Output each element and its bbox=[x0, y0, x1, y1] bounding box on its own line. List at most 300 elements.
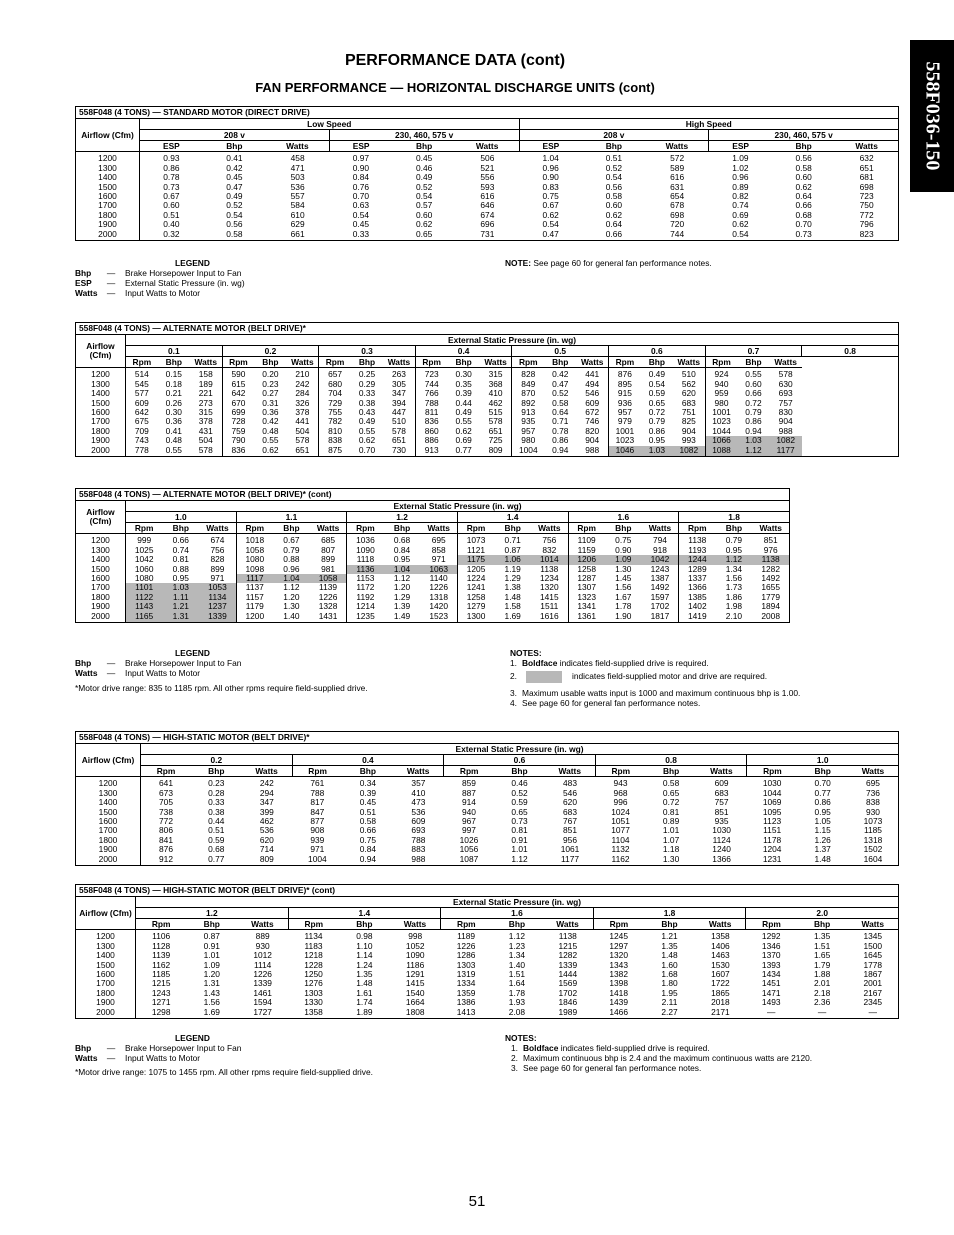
table-caption: 558F048 (4 TONS) — ALTERNATE MOTOR (BELT DRIVE)* bbox=[76, 323, 899, 335]
table-cell: 1.06 bbox=[494, 555, 531, 564]
table-cell: 838 bbox=[319, 436, 351, 445]
table-cell: 0.91 bbox=[511, 834, 528, 845]
table-cell: 1.56 bbox=[615, 582, 632, 593]
table-cell: 1012 bbox=[253, 950, 272, 961]
table-cell: 2.18 bbox=[813, 987, 831, 998]
esp-value-header: 1.2 bbox=[347, 512, 458, 523]
table-cell: 1234 bbox=[539, 573, 559, 584]
table-cell: 616 bbox=[670, 172, 685, 183]
table-cell: — bbox=[868, 1006, 877, 1017]
table-cell: 1463 bbox=[711, 950, 730, 961]
table-cell: 1.04 bbox=[273, 574, 310, 583]
table-cell: 0.18 bbox=[165, 378, 182, 389]
table-cell: 788 bbox=[310, 787, 325, 798]
table-cell: 0.52 bbox=[511, 787, 528, 798]
table-cell: 609 bbox=[714, 778, 729, 789]
table-cell: 1215 bbox=[558, 940, 578, 951]
table-cell: 1471 bbox=[761, 987, 781, 998]
table-cell: 915 bbox=[609, 389, 641, 398]
table-cell: 806 bbox=[159, 825, 173, 836]
table-cell: 0.86 bbox=[648, 425, 665, 436]
table-cell: 0.45 bbox=[415, 153, 433, 164]
table-cell: 0.45 bbox=[359, 797, 377, 808]
airflow-header: Airflow (Cfm) bbox=[76, 501, 126, 534]
table-cell: 957 bbox=[609, 408, 641, 417]
table-row bbox=[76, 998, 899, 1007]
table-cell: 1319 bbox=[456, 969, 476, 980]
table-cell: 1101 bbox=[126, 583, 163, 592]
airflow-cell: 1800 bbox=[76, 211, 140, 220]
table-cell: 1001 bbox=[705, 408, 737, 417]
column-header: Rpm bbox=[415, 357, 447, 368]
table-cell: 1.12 bbox=[511, 853, 528, 864]
table-cell: 657 bbox=[319, 368, 351, 380]
table-cell: 0.66 bbox=[605, 228, 623, 239]
table-cell: 699 bbox=[222, 408, 254, 417]
table-cell: 1282 bbox=[761, 563, 780, 574]
column-header: Rpm bbox=[141, 766, 192, 777]
table-cell: 1118 bbox=[347, 555, 384, 564]
table-cell: 315 bbox=[488, 369, 503, 380]
esp-header: External Static Pressure (in. wg) bbox=[126, 501, 790, 512]
table-cell: 680 bbox=[319, 380, 351, 389]
esp-value-header: 1.6 bbox=[441, 908, 594, 919]
table-cell: 836 bbox=[222, 446, 254, 457]
table-cell: 788 bbox=[411, 834, 426, 845]
table-cell: 0.76 bbox=[352, 181, 370, 192]
table-cell: 1289 bbox=[679, 565, 716, 574]
column-header: Bhp bbox=[582, 141, 645, 152]
column-header: Watts bbox=[266, 141, 329, 152]
table-cell: 757 bbox=[778, 397, 793, 408]
table-cell: 1655 bbox=[761, 582, 780, 593]
airflow-cell: 1500 bbox=[76, 565, 126, 574]
table-cell: 546 bbox=[585, 388, 600, 399]
table-cell: 1258 bbox=[457, 593, 494, 602]
table-cell: 809 bbox=[488, 444, 503, 455]
table-cell: 1200 bbox=[236, 612, 273, 623]
table-cell: 1162 bbox=[152, 959, 171, 970]
column-header: ESP bbox=[709, 141, 772, 152]
column-header: Watts bbox=[542, 919, 593, 930]
table-cell: 0.77 bbox=[208, 853, 225, 864]
table-cell: 876 bbox=[159, 844, 173, 855]
column-header: Bhp bbox=[641, 357, 673, 368]
table-cell: 651 bbox=[859, 162, 874, 173]
table-cell: 0.70 bbox=[795, 219, 812, 230]
esp-value-header: 1.0 bbox=[747, 755, 899, 766]
table-cell: 0.71 bbox=[552, 416, 569, 427]
table-cell: 1419 bbox=[679, 612, 716, 623]
table-cell: 993 bbox=[681, 435, 696, 446]
table-cell: 1645 bbox=[863, 950, 883, 961]
column-header: Rpm bbox=[236, 523, 273, 534]
table-cell: 0.98 bbox=[356, 931, 373, 942]
table-cell: 0.48 bbox=[165, 435, 182, 446]
table-cell: 939 bbox=[310, 834, 325, 845]
table-cell: 589 bbox=[670, 162, 685, 173]
table-cell: 1117 bbox=[236, 574, 273, 583]
table-cell: 1386 bbox=[456, 997, 476, 1008]
column-header: Bhp bbox=[273, 523, 310, 534]
table-cell: 1132 bbox=[611, 844, 630, 855]
table-cell: 757 bbox=[714, 797, 729, 808]
table-cell: 0.57 bbox=[415, 200, 433, 211]
table-cell: 556 bbox=[480, 172, 495, 183]
esp-value-header: 0.5 bbox=[512, 346, 609, 357]
table-cell: 1.58 bbox=[504, 601, 521, 612]
table-cell: 1.34 bbox=[508, 950, 526, 961]
table-cell: 590 bbox=[222, 368, 254, 380]
table-cell: 809 bbox=[259, 853, 274, 864]
table-cell: 892 bbox=[512, 399, 544, 408]
table-cell: 1286 bbox=[456, 950, 476, 961]
table-cell: 1.26 bbox=[814, 834, 831, 845]
airflow-cell: 1300 bbox=[76, 942, 136, 951]
table-cell: 0.62 bbox=[262, 444, 279, 455]
column-header: Bhp bbox=[644, 919, 695, 930]
table-cell: 913 bbox=[415, 446, 447, 457]
table-row bbox=[76, 1008, 899, 1019]
table-cell: 1406 bbox=[711, 940, 730, 951]
table-cell: 1204 bbox=[762, 844, 782, 855]
table-cell: 242 bbox=[295, 378, 310, 389]
table-cell: 1237 bbox=[199, 602, 236, 611]
table-cell: 756 bbox=[210, 544, 225, 555]
table-cell: 0.49 bbox=[415, 172, 433, 183]
table-cell: 1077 bbox=[611, 825, 630, 836]
table-cell: 0.54 bbox=[648, 378, 665, 389]
table-cell: 483 bbox=[563, 778, 577, 789]
table-cell: 1366 bbox=[679, 583, 716, 592]
table-cell: 0.46 bbox=[511, 778, 528, 789]
column-header: Rpm bbox=[126, 523, 163, 534]
table-cell: 756 bbox=[542, 535, 557, 546]
column-header: Watts bbox=[848, 766, 899, 777]
table-cell: 1393 bbox=[761, 959, 781, 970]
table-cell: 904 bbox=[681, 425, 696, 436]
table-cell: 1104 bbox=[611, 834, 630, 845]
table-cell: 709 bbox=[134, 425, 149, 436]
table-cell: 1.10 bbox=[356, 940, 373, 951]
table-cell: 506 bbox=[480, 153, 495, 164]
table-cell: 870 bbox=[512, 389, 544, 398]
table-cell: 1444 bbox=[558, 969, 578, 980]
table-cell: 1018 bbox=[236, 534, 273, 546]
column-header: Bhp bbox=[186, 919, 237, 930]
table-cell: 1056 bbox=[459, 844, 479, 855]
table-cell: 899 bbox=[210, 563, 225, 574]
table-cell: 1088 bbox=[705, 446, 737, 457]
table-cell: 0.77 bbox=[455, 444, 472, 455]
table-cell: 1.30 bbox=[662, 853, 680, 864]
table-cell: 0.67 bbox=[283, 535, 300, 546]
airflow-cell: 1500 bbox=[76, 183, 140, 192]
table-cell: 0.95 bbox=[648, 435, 665, 446]
table-cell: 998 bbox=[408, 931, 423, 942]
table-cell: 730 bbox=[391, 444, 406, 455]
column-header: Bhp bbox=[646, 766, 697, 777]
table-cell: 979 bbox=[609, 417, 641, 426]
table-cell: 849 bbox=[512, 380, 544, 389]
table-cell: 811 bbox=[415, 408, 447, 417]
table-cell: 273 bbox=[198, 397, 213, 408]
esp-value-header: 1.4 bbox=[457, 512, 568, 523]
table-cell: 971 bbox=[210, 573, 225, 584]
airflow-cell: 1600 bbox=[76, 817, 141, 826]
voltage-header: 208 v bbox=[519, 130, 709, 141]
table-cell: 817 bbox=[310, 797, 325, 808]
table-cell: 1.79 bbox=[813, 959, 831, 970]
table-cell: 410 bbox=[411, 787, 426, 798]
table-cell: 956 bbox=[563, 834, 577, 845]
column-header: Rpm bbox=[609, 357, 641, 368]
table-cell: 2345 bbox=[863, 997, 883, 1008]
table-cell: 1206 bbox=[568, 555, 605, 564]
table-cell: 1569 bbox=[558, 978, 578, 989]
table-cell: 1702 bbox=[650, 601, 670, 612]
table-cell: 1177 bbox=[770, 446, 802, 457]
table-cell: 0.47 bbox=[226, 181, 243, 192]
table-cell: 0.86 bbox=[814, 797, 831, 808]
column-header: Bhp bbox=[448, 357, 480, 368]
table-cell: 1183 bbox=[304, 940, 323, 951]
table-cell: 0.89 bbox=[662, 816, 680, 827]
table-cell: 368 bbox=[488, 378, 503, 389]
table-cell: 1607 bbox=[711, 969, 730, 980]
table-cell: 1.12 bbox=[393, 573, 411, 584]
table-cell: 1867 bbox=[863, 969, 883, 980]
table-cell: 0.32 bbox=[163, 228, 180, 239]
table-cell: 1318 bbox=[429, 591, 448, 602]
table-cell: 0.90 bbox=[542, 172, 559, 183]
table-cell: 675 bbox=[134, 416, 149, 427]
table-cell: 0.95 bbox=[725, 544, 743, 555]
notes-3: NOTES: 1. Boldface indicates field-supplied drive is required. 2. Maximum continuous bhp is 2.4 and the maximum continuous watts are 2120. 3. See page 60 for general fan performance notes. bbox=[505, 1033, 813, 1073]
table-cell: 2.10 bbox=[725, 610, 743, 621]
table-cell: 0.54 bbox=[542, 219, 559, 230]
table-cell: 1138 bbox=[558, 931, 577, 942]
table-cell: 2171 bbox=[711, 1006, 730, 1017]
table-cell: 536 bbox=[411, 806, 426, 817]
table-cell: 0.31 bbox=[262, 397, 279, 408]
table-cell: 1153 bbox=[347, 574, 384, 583]
section-side-tab: 558F036-150 bbox=[910, 40, 954, 192]
column-header: Rpm bbox=[705, 357, 737, 368]
table-cell: 1.01 bbox=[511, 844, 528, 855]
table-cell: 1298 bbox=[151, 1006, 171, 1017]
table-cell: 1.21 bbox=[162, 602, 199, 611]
table-cell: 1192 bbox=[347, 593, 384, 602]
table-cell: 0.51 bbox=[208, 825, 225, 836]
table-cell: 731 bbox=[480, 228, 495, 239]
table-cell: 1.07 bbox=[662, 834, 680, 845]
esp-value-header: 1.0 bbox=[126, 512, 237, 523]
table-cell: 823 bbox=[859, 228, 874, 239]
table-cell: 1594 bbox=[253, 997, 272, 1008]
table-cell: 0.73 bbox=[795, 228, 812, 239]
table-cell: 1036 bbox=[347, 534, 384, 546]
table-cell: 0.69 bbox=[455, 435, 472, 446]
table-cell: 1159 bbox=[568, 546, 605, 555]
table-cell: 1323 bbox=[568, 593, 605, 602]
table-cell: 0.21 bbox=[165, 388, 182, 399]
table-cell: 315 bbox=[198, 407, 213, 418]
table-cell: 681 bbox=[859, 172, 874, 183]
esp-header: External Static Pressure (in. wg) bbox=[126, 335, 899, 346]
table-cell: 1179 bbox=[236, 602, 273, 611]
table-cell: 886 bbox=[415, 436, 447, 445]
table-cell: 0.46 bbox=[415, 162, 433, 173]
column-header: Rpm bbox=[288, 919, 339, 930]
table-cell: 1.18 bbox=[662, 844, 680, 855]
table-cell: 940 bbox=[705, 380, 737, 389]
table-cell: 471 bbox=[290, 162, 305, 173]
table-cell: 2.01 bbox=[813, 978, 831, 989]
column-header: Watts bbox=[287, 357, 319, 368]
table-cell: 620 bbox=[259, 834, 274, 845]
table-cell: 673 bbox=[159, 787, 173, 798]
table-cell: 723 bbox=[415, 368, 447, 380]
table-cell: 0.60 bbox=[415, 209, 433, 220]
airflow-cell: 2000 bbox=[76, 612, 126, 623]
esp-value-header: 1.1 bbox=[236, 512, 347, 523]
table-cell: 0.33 bbox=[208, 797, 225, 808]
table-cell: 996 bbox=[613, 797, 628, 808]
airflow-cell: 1700 bbox=[76, 583, 126, 592]
voltage-header: 230, 460, 575 v bbox=[709, 130, 899, 141]
airflow-cell: 1900 bbox=[76, 220, 140, 229]
column-header: Rpm bbox=[292, 766, 343, 777]
table-cell: 0.72 bbox=[648, 407, 665, 418]
column-header: Rpm bbox=[347, 523, 384, 534]
table-cell: 1339 bbox=[558, 959, 578, 970]
table-cell: 1.34 bbox=[725, 563, 743, 574]
table-cell: 651 bbox=[391, 435, 406, 446]
table-cell: 620 bbox=[681, 388, 696, 399]
table-cell: 1865 bbox=[711, 987, 730, 998]
column-header: Watts bbox=[393, 766, 444, 777]
airflow-cell: 1600 bbox=[76, 408, 126, 417]
column-header: Watts bbox=[480, 357, 512, 368]
table-cell: 759 bbox=[222, 427, 254, 436]
table-cell: 242 bbox=[259, 778, 274, 789]
table-cell: 2.08 bbox=[508, 1006, 526, 1017]
table-cell: 1186 bbox=[406, 959, 425, 970]
table-cell: 2.27 bbox=[661, 1006, 678, 1017]
table-cell: 1434 bbox=[761, 969, 781, 980]
table-cell: 0.73 bbox=[511, 816, 528, 827]
table-cell: 1138 bbox=[752, 555, 789, 564]
table-cell: 0.81 bbox=[172, 554, 189, 565]
table-cell: 0.77 bbox=[814, 787, 831, 798]
table-cell: 1.30 bbox=[615, 563, 632, 574]
table-cell: 1402 bbox=[679, 602, 716, 611]
table-cell: 1359 bbox=[456, 987, 476, 998]
column-header: Bhp bbox=[716, 523, 753, 534]
table-cell: 0.82 bbox=[732, 191, 749, 202]
table-cell: 810 bbox=[319, 427, 351, 436]
column-header: Bhp bbox=[772, 141, 835, 152]
table-cell: 1.11 bbox=[162, 593, 199, 602]
table-cell: 1.48 bbox=[661, 950, 678, 961]
column-header: Rpm bbox=[568, 523, 605, 534]
column-header: Watts bbox=[695, 919, 746, 930]
table-cell: 1846 bbox=[558, 997, 578, 1008]
table-cell: 0.48 bbox=[262, 425, 279, 436]
esp-value-header: 1.8 bbox=[679, 512, 790, 523]
table-cell: 918 bbox=[652, 544, 667, 555]
table-cell: 0.62 bbox=[455, 425, 472, 436]
table-cell: 0.49 bbox=[358, 416, 376, 427]
table-cell: 1466 bbox=[609, 1006, 628, 1017]
column-header: Watts bbox=[696, 766, 747, 777]
table-cell: 0.87 bbox=[504, 544, 521, 555]
table-cell: 0.41 bbox=[165, 425, 182, 436]
table-cell: 1023 bbox=[609, 436, 641, 445]
table-cell: 1.60 bbox=[661, 959, 678, 970]
airflow-cell: 1900 bbox=[76, 602, 126, 611]
table-cell: 1.24 bbox=[356, 959, 373, 970]
table-cell: 0.69 bbox=[732, 209, 749, 220]
table-cell: 1431 bbox=[318, 610, 338, 621]
table-cell: 1.80 bbox=[661, 978, 678, 989]
table-cell: 514 bbox=[134, 369, 149, 380]
table-cell: 0.42 bbox=[552, 369, 569, 380]
table-cell: 651 bbox=[295, 444, 310, 455]
airflow-cell: 1300 bbox=[76, 546, 126, 555]
table-cell: 772 bbox=[159, 816, 173, 827]
table-cell: 1058 bbox=[310, 574, 347, 583]
table-cell: 0.79 bbox=[725, 535, 743, 546]
table-cell: 1.69 bbox=[504, 610, 521, 621]
table-cell: 0.58 bbox=[662, 778, 680, 789]
table-cell: 0.89 bbox=[732, 181, 749, 192]
table-cell: 1341 bbox=[568, 602, 605, 611]
column-header: Rpm bbox=[593, 919, 644, 930]
esp-value-header: 0.2 bbox=[141, 755, 293, 766]
column-header: Bhp bbox=[162, 523, 199, 534]
column-header: ESP bbox=[519, 141, 582, 152]
table-cell: 674 bbox=[210, 535, 225, 546]
table-cell: 0.36 bbox=[165, 416, 182, 427]
airflow-cell: 1300 bbox=[76, 789, 141, 798]
table-alternate-motor-cont bbox=[75, 488, 790, 623]
table-cell: 510 bbox=[391, 416, 406, 427]
table-row bbox=[76, 446, 899, 457]
table-cell: 788 bbox=[415, 399, 447, 408]
table-cell: 988 bbox=[778, 425, 793, 436]
table-cell: 851 bbox=[763, 535, 778, 546]
airflow-cell: 1200 bbox=[76, 534, 126, 546]
table-cell: 0.65 bbox=[662, 787, 680, 798]
table-cell: 930 bbox=[255, 940, 270, 951]
table-cell: 0.72 bbox=[745, 397, 762, 408]
airflow-cell: 1900 bbox=[76, 845, 141, 854]
table-cell: 943 bbox=[613, 778, 628, 789]
table-cell: 889 bbox=[255, 931, 270, 942]
table-cell: 738 bbox=[159, 806, 173, 817]
table-cell: 0.55 bbox=[165, 444, 182, 455]
voltage-header: 208 v bbox=[140, 130, 330, 141]
table-cell: 631 bbox=[670, 181, 685, 192]
table-cell: 904 bbox=[585, 435, 600, 446]
table-cell: 0.65 bbox=[648, 397, 665, 408]
table-cell: 0.67 bbox=[163, 191, 180, 202]
table-cell: 1330 bbox=[304, 997, 323, 1008]
table-cell: 838 bbox=[865, 797, 880, 808]
table-cell: 503 bbox=[290, 172, 305, 183]
